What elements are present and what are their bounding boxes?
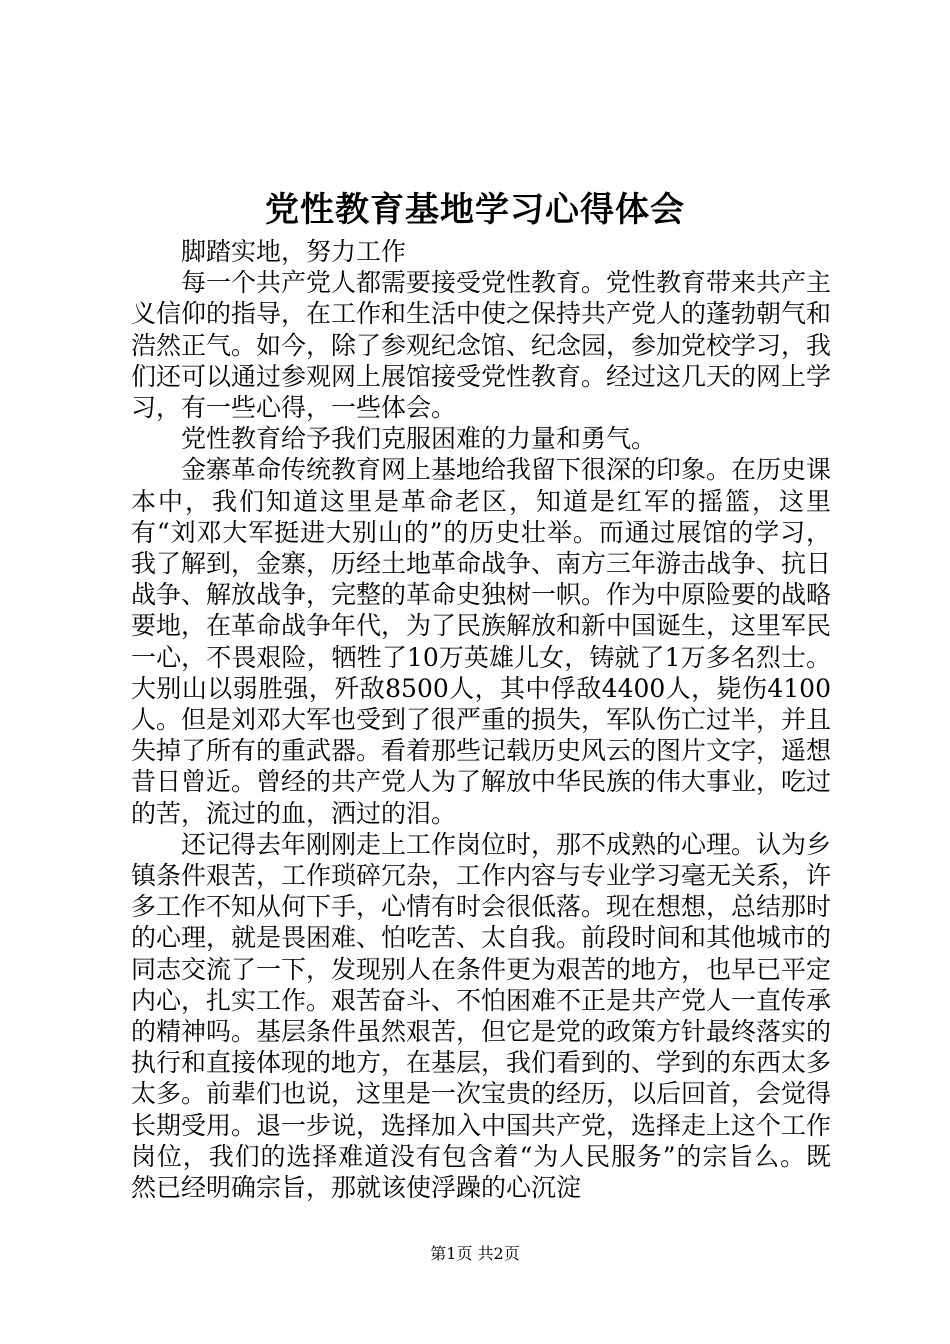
document-title: 党性教育基地学习心得体会 xyxy=(265,190,685,230)
page-footer: 第1页 共2页 xyxy=(430,1244,520,1263)
body-paragraph: 党性教育给予我们克服困难的力量和勇气。 xyxy=(181,424,657,454)
body-paragraph: 金寨革命传统教育网上基地给我留下很深的印象。在历史课本中，我们知道这里是革命老区，知道是红军的摇篮，这里有“刘邓大军挺进大别山的”的历史壮举。而通过展馆的学习，我了解到，金寨，历经土地革命战争、南方三年游击战争、抗日战争、解放战争，完整的革命史独树一帜。作为中原险要的战略要地，在革命战争年代，为了民族解放和新中国诞生，这里军民一心，不畏艰险，牺牲了10万英雄儿女，铸就了1万多名烈士。大别山以弱胜强，歼敌8500人，其中俘敌4400人，毙伤4100人。但是刘邓大军也受到了很严重的损失，军队伤亡过半，并且失掉了所有的重武器。看着那些记载历史风云的图片文字，遥想昔日曾近。曾经的共产党人为了解放中华民族的伟大事业，吃过的苦，流过的血，洒过的泪。 xyxy=(131,455,832,828)
body-paragraph: 脚踏实地，努力工作 xyxy=(181,237,407,266)
document-body xyxy=(131,236,831,1203)
body-paragraph: 还记得去年刚刚走上工作岗位时，那不成熟的心理。认为乡镇条件艰苦，工作琐碎冗杂，工作内容与专业学习毫无关系，许多工作不知从何下手，心情有时会很低落。现在想想，总结那时的心理，就是畏困难、怕吃苦、太自我。前段时间和其他城市的同志交流了一下，发现别人在条件更为艰苦的地方，也早已平定内心，扎实工作。艰苦奋斗、不怕困难不正是共产党人一直传承的精神吗。基层条件虽然艰苦，但它是党的政策方针最终落实的执行和直接体现的地方，在基层，我们看到的、学到的东西太多太多。前辈们也说，这里是一次宝贵的经历，以后回首，会觉得长期受用。退一步说，选择加入中国共产党，选择走上这个工作岗位，我们的选择难道没有包含着“为人民服务”的宗旨么。既然已经明确宗旨，那就该使浮躁的心沉淀 xyxy=(131,829,832,1203)
body-paragraph: 每一个共产党人都需要接受党性教育。党性教育带来共产主义信仰的指导，在工作和生活中使之保持共产党人的蓬勃朝气和浩然正气。如今，除了参观纪念馆、纪念园，参加党校学习，我们还可以通过参观网上展馆接受党性教育。经过这几天的网上学习，有一些心得，一些体会。 xyxy=(131,268,832,423)
